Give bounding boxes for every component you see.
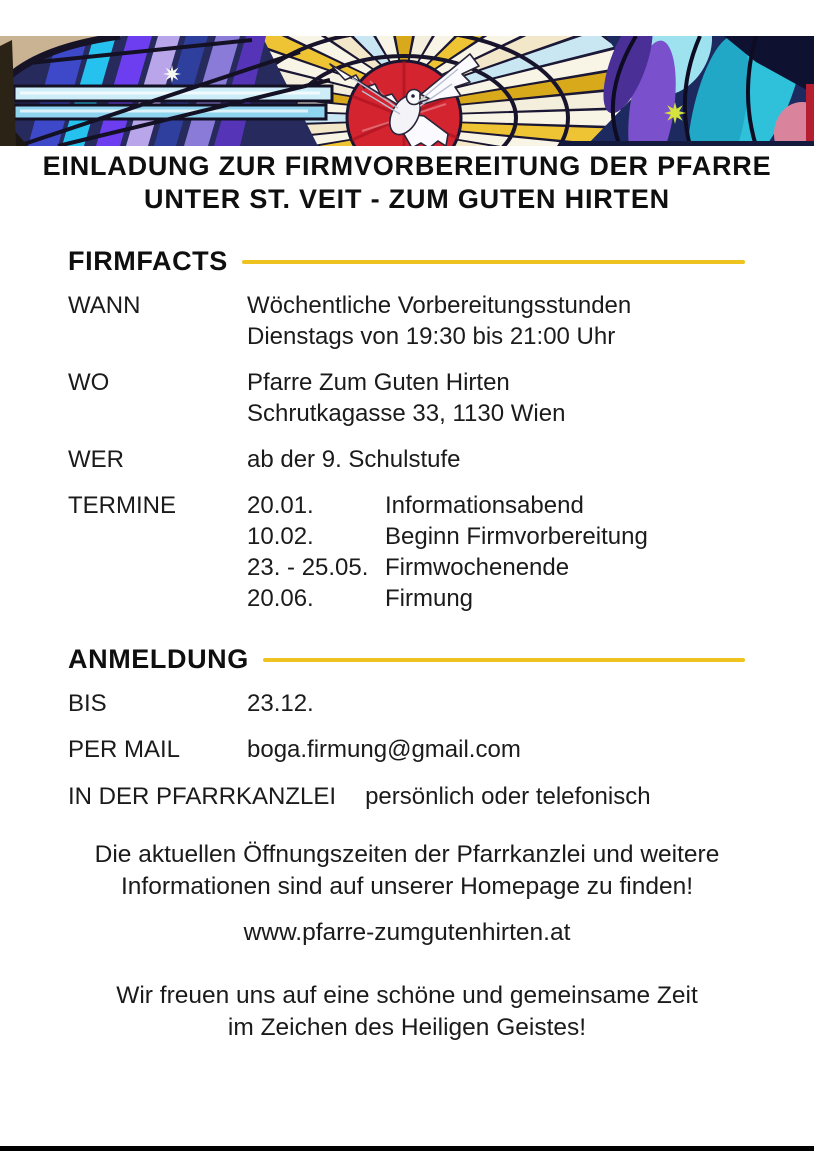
- termine-item: [247, 583, 745, 614]
- anmeldung-label: BIS: [68, 690, 107, 717]
- page-title: [0, 150, 814, 216]
- fact-value-line: Pfarre Zum Guten Hirten: [247, 369, 510, 396]
- note-line: Informationen sind auf unserer Homepage zu finden!: [120, 873, 694, 900]
- termine-item: [247, 552, 745, 583]
- accent-rule: [242, 260, 745, 264]
- termine-item: [247, 521, 745, 552]
- anmeldung-heading: ANMELDUNG: [68, 644, 249, 674]
- termine-date: 20.06.: [247, 585, 314, 612]
- anmeldung-row-mail: [68, 734, 745, 765]
- firmfacts-heading: FIRMFACTS: [68, 246, 228, 276]
- flyer-body: [0, 150, 814, 1044]
- fact-value: [247, 290, 745, 352]
- bottom-border-bar: [0, 1146, 814, 1151]
- firmfacts-heading-row: [68, 246, 745, 277]
- termine-item: [247, 490, 745, 521]
- star-sparkle-right-icon: [664, 102, 686, 124]
- stained-glass-header-image: [0, 36, 814, 146]
- closing-line: im Zeichen des Heiligen Geistes!: [227, 1014, 587, 1041]
- fact-label: WO: [68, 369, 110, 396]
- section-firmfacts: [0, 246, 814, 614]
- fact-row-wer: [68, 444, 745, 475]
- fact-label: WER: [68, 446, 124, 473]
- termine-event: Firmwochenende: [385, 554, 570, 581]
- fact-label: TERMINE: [68, 492, 176, 519]
- kanzlei-value: persönlich oder telefonisch: [365, 783, 651, 810]
- fact-row-wann: [68, 290, 745, 352]
- termine-date: 20.01.: [247, 492, 314, 519]
- termine-event: Beginn Firmvorbereitung: [385, 523, 648, 550]
- termine-date: 23. - 25.05.: [247, 554, 369, 581]
- fact-value-line: Wöchentliche Vorbereitungsstunden: [247, 292, 632, 319]
- note-line: Die aktuellen Öffnungszeiten der Pfarrkanzlei und weitere: [94, 841, 720, 868]
- section-anmeldung: [0, 644, 814, 812]
- anmeldung-row-bis: [68, 688, 745, 719]
- termine-date: 10.02.: [247, 523, 314, 550]
- fact-value-line: Dienstags von 19:30 bis 21:00 Uhr: [247, 323, 616, 350]
- anmeldung-value: 23.12.: [247, 690, 314, 717]
- website-url: www.pfarre-zumgutenhirten.at: [243, 919, 571, 946]
- anmeldung-label: PER MAIL: [68, 736, 181, 763]
- closing-line: Wir freuen uns auf eine schöne und gemeinsame Zeit: [116, 982, 698, 1009]
- office-hours-note: [0, 839, 814, 903]
- fact-value: [247, 444, 745, 475]
- fact-value-line: ab der 9. Schulstufe: [247, 446, 461, 473]
- title-line-1: EINLADUNG ZUR FIRMVORBEREITUNG DER PFARRE: [42, 151, 772, 181]
- accent-rule: [263, 658, 745, 662]
- anmeldung-heading-row: [68, 644, 745, 675]
- anmeldung-row-kanzlei: [68, 781, 745, 812]
- termine-list: [247, 490, 745, 614]
- kanzlei-label: IN DER PFARRKANZLEI: [68, 783, 337, 810]
- termine-event: Informationsabend: [385, 492, 584, 519]
- title-line-2: UNTER ST. VEIT - ZUM GUTEN HIRTEN: [144, 184, 670, 214]
- fact-value-line: Schrutkagasse 33, 1130 Wien: [247, 400, 566, 427]
- closing-message: [0, 980, 814, 1044]
- fact-label: WANN: [68, 292, 141, 319]
- termine-event: Firmung: [385, 585, 474, 612]
- star-sparkle-left-icon: [163, 65, 181, 83]
- fact-row-wo: [68, 367, 745, 429]
- fact-row-termine: [68, 490, 745, 614]
- fact-value: [247, 367, 745, 429]
- email-address: boga.firmung@gmail.com: [247, 736, 521, 763]
